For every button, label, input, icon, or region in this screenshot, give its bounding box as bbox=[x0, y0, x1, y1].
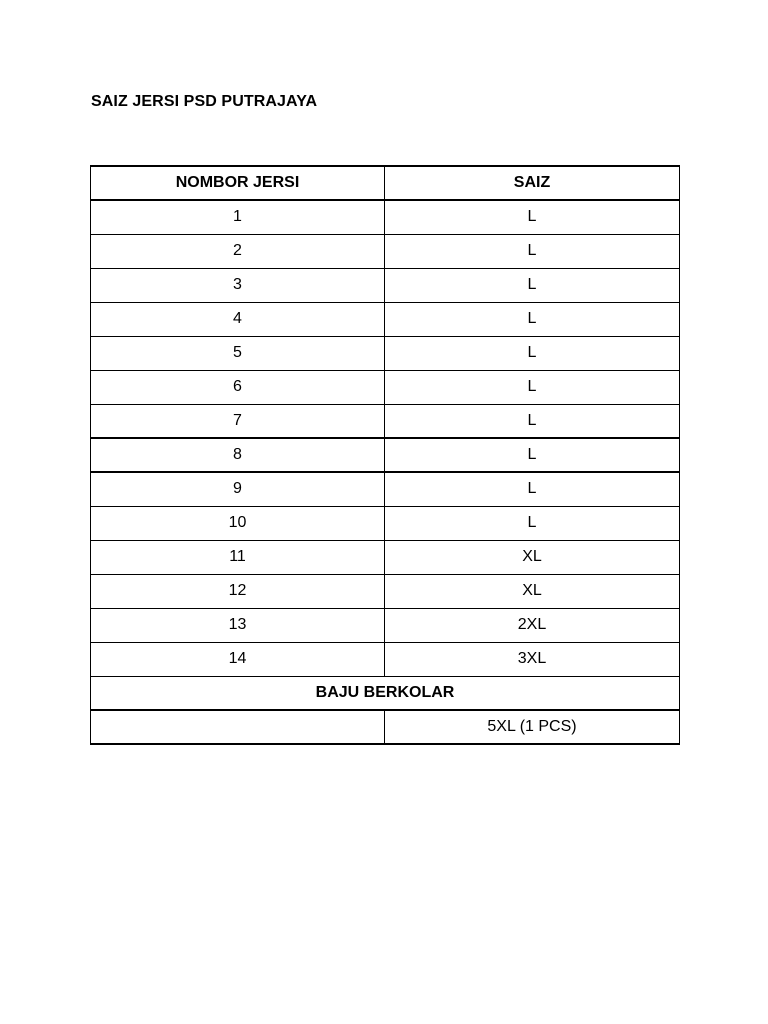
size-cell: L bbox=[385, 370, 680, 404]
jersey-number-cell: 2 bbox=[91, 234, 385, 268]
header-size: SAIZ bbox=[385, 166, 680, 200]
jersey-number-cell: 11 bbox=[91, 540, 385, 574]
jersey-number-cell bbox=[91, 710, 385, 744]
table-row bbox=[91, 234, 680, 268]
size-cell: L bbox=[385, 234, 680, 268]
table-row bbox=[91, 574, 680, 608]
size-cell: 3XL bbox=[385, 642, 680, 676]
table-row bbox=[91, 336, 680, 370]
jersey-number-cell: 6 bbox=[91, 370, 385, 404]
size-cell: L bbox=[385, 438, 680, 472]
table-row bbox=[91, 642, 680, 676]
table-row bbox=[91, 404, 680, 438]
jersey-number-cell: 4 bbox=[91, 302, 385, 336]
table-header-row bbox=[91, 166, 680, 200]
table-row bbox=[91, 710, 680, 744]
jersey-number-cell: 7 bbox=[91, 404, 385, 438]
jersey-number-cell: 14 bbox=[91, 642, 385, 676]
header-jersey-number: NOMBOR JERSI bbox=[91, 166, 385, 200]
table-row bbox=[91, 608, 680, 642]
section-label-collared-shirt: BAJU BERKOLAR bbox=[91, 676, 680, 710]
table-row bbox=[91, 540, 680, 574]
size-cell: L bbox=[385, 268, 680, 302]
jersey-number-cell: 1 bbox=[91, 200, 385, 234]
jersey-number-cell: 10 bbox=[91, 506, 385, 540]
size-cell: L bbox=[385, 200, 680, 234]
size-cell: XL bbox=[385, 574, 680, 608]
jersey-number-cell: 13 bbox=[91, 608, 385, 642]
table-row bbox=[91, 268, 680, 302]
jersey-number-cell: 3 bbox=[91, 268, 385, 302]
section-row bbox=[91, 676, 680, 710]
table-row bbox=[91, 472, 680, 506]
size-cell: 5XL (1 PCS) bbox=[385, 710, 680, 744]
size-cell: L bbox=[385, 336, 680, 370]
table-row bbox=[91, 506, 680, 540]
size-cell: XL bbox=[385, 540, 680, 574]
page-title: SAIZ JERSI PSD PUTRAJAYA bbox=[91, 93, 318, 110]
jersey-number-cell: 5 bbox=[91, 336, 385, 370]
size-cell: L bbox=[385, 472, 680, 506]
jersey-size-table bbox=[90, 165, 680, 745]
size-cell: L bbox=[385, 506, 680, 540]
table-row bbox=[91, 370, 680, 404]
table-row bbox=[91, 200, 680, 234]
jersey-number-cell: 8 bbox=[91, 438, 385, 472]
size-cell: L bbox=[385, 404, 680, 438]
size-cell: 2XL bbox=[385, 608, 680, 642]
size-cell: L bbox=[385, 302, 680, 336]
table-row bbox=[91, 302, 680, 336]
jersey-number-cell: 9 bbox=[91, 472, 385, 506]
jersey-number-cell: 12 bbox=[91, 574, 385, 608]
table-row bbox=[91, 438, 680, 472]
